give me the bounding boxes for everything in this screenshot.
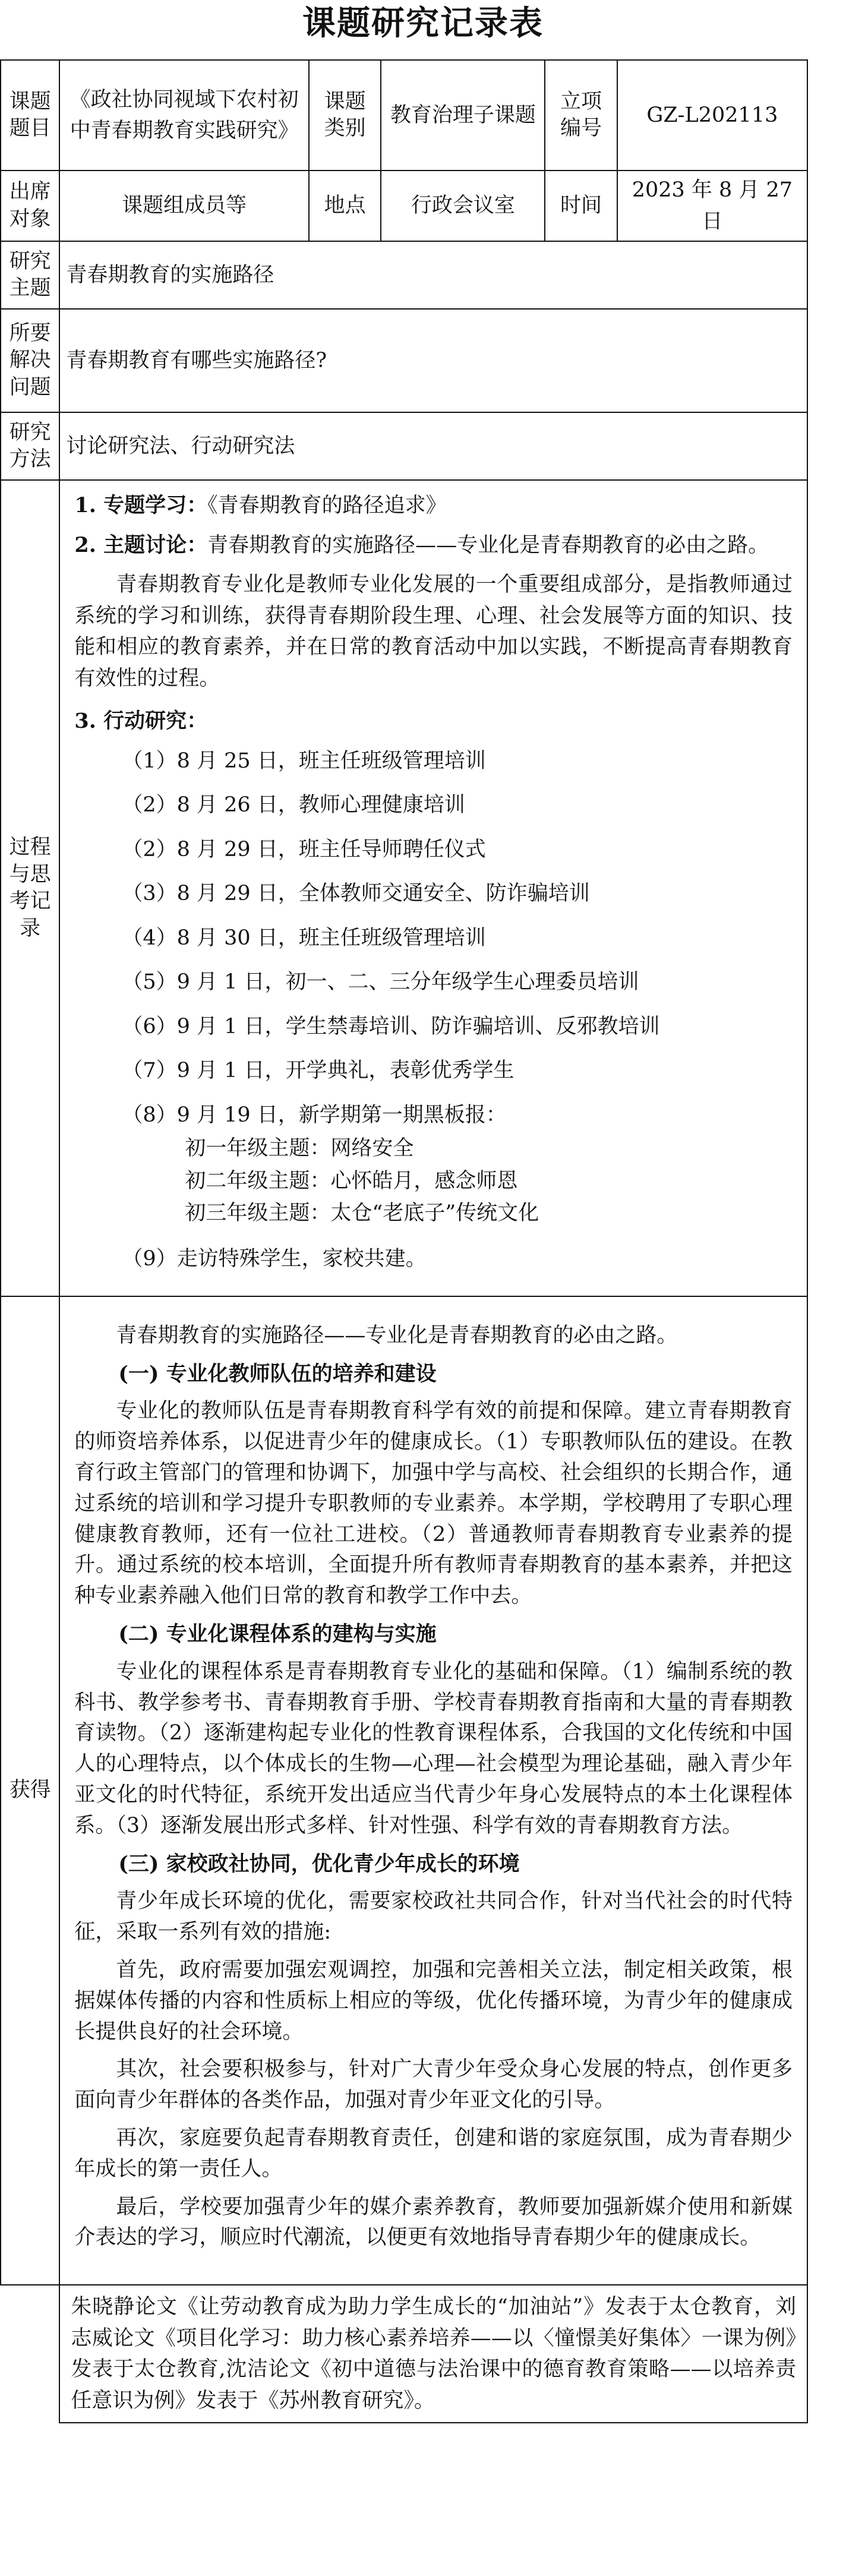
section-heading: (二) 专业化课程体系的建构与实施 (118, 1622, 437, 1647)
action-step: （9）走访特殊学生，家校共建。 (122, 1246, 427, 1271)
section-heading: (一) 专业化教师队伍的培养和建设 (118, 1361, 437, 1386)
gain-cell (59, 1296, 807, 2285)
publications-cell (59, 2285, 807, 2423)
research-topic-label: 研究主题 (1, 241, 59, 309)
time-label: 时间 (545, 171, 617, 241)
table-row (1, 171, 807, 241)
process-record-cell (59, 480, 807, 1296)
table-row (1, 60, 807, 171)
action-step: （2）8 月 26 日，教师心理健康培训 (122, 793, 465, 817)
board-theme: 初三年级主题：太仓“老底子”传统文化 (185, 1201, 539, 1225)
location-label: 地点 (309, 171, 381, 241)
section-heading: (三) 家校政社协同，优化青少年成长的环境 (118, 1851, 520, 1876)
theme-discussion-line (74, 530, 793, 561)
action-step: （7）9 月 1 日，开学典礼，表彰优秀学生 (122, 1059, 514, 1082)
table-row (1, 480, 807, 1296)
table-row (1, 2285, 807, 2423)
action-step: （4）8 月 30 日，班主任班级管理培训 (122, 926, 486, 950)
gain-intro: 青春期教育的实施路径——专业化是青春期教育的必由之路。 (116, 1323, 678, 1347)
method-label: 研究方法 (1, 412, 59, 480)
action-research-title: 3. 行动研究： (74, 709, 208, 733)
attendees-value: 课题组成员等 (59, 171, 309, 241)
problem-value: 青春期教育有哪些实施路径? (59, 309, 807, 412)
attendees-label: 出席对象 (1, 171, 59, 241)
project-number-value: GZ-L202113 (617, 60, 807, 171)
topic-category-value: 教育治理子课题 (381, 60, 545, 171)
action-step: （3）8 月 29 日，全体教师交通安全、防诈骗培训 (122, 882, 590, 905)
table-row (1, 1296, 807, 2285)
topic-title-label: 课题题目 (1, 60, 59, 171)
action-step: （2）8 月 29 日，班主任导师聘任仪式 (122, 837, 486, 861)
section-paragraph: 青少年成长环境的优化，需要家校政社共同合作，针对当代社会的时代特征，采取一系列有效的措施: (74, 1889, 793, 1944)
board-theme: 初二年级主题：心怀皓月，感念师恩 (185, 1169, 518, 1193)
gain-label: 获得 (1, 1296, 59, 2285)
project-number-label: 立项编号 (545, 60, 617, 171)
empty-label-cell (1, 2285, 59, 2423)
action-step: （8）9 月 19 日，新学期第一期黑板报： (122, 1103, 507, 1127)
section-paragraph: 专业化的课程体系是青春期教育专业化的基础和保障。（1）编制系统的教科书、教学参考书、青春期教育手册、学校青春期教育指南和大量的青春期教育读物。（2）逐渐建构起专业化的性教育课程体系，合我国的文化传统和中国人的心理特点，以个体成长的生物—心理—社会模型为理论基础，融入青少年亚文化的时代特征，系统开发出适应当代青少年身心发展特点的本土化课程体系。（3）逐渐发展出形式多样、针对性强、科学有效的青春期教育方法。 (74, 1659, 793, 1838)
section-paragraph: 其次，社会要积极参与，针对广大青少年受众身心发展的特点，创作更多面向青少年群体的各类作品，加强对青少年亚文化的引导。 (74, 2057, 793, 2113)
document-title: 课题研究记录表 (302, 4, 544, 43)
board-theme: 初一年级主题：网络安全 (185, 1137, 414, 1160)
time-value: 2023 年 8 月 27 日 (617, 171, 807, 241)
special-study-line (74, 490, 793, 522)
section-paragraph: 再次，家庭要负起青春期教育责任，创建和谐的家庭氛围，成为青春期少年成长的第一责任人。 (74, 2126, 793, 2181)
table-row (1, 412, 807, 480)
research-record-table (0, 59, 808, 2423)
action-step: （5）9 月 1 日，初一、二、三分年级学生心理委员培训 (122, 970, 639, 994)
special-study-text: 《青春期教育的路径追求》 (207, 494, 447, 517)
action-step: （6）9 月 1 日，学生禁毒培训、防诈骗培训、反邪教培训 (122, 1014, 660, 1038)
table-row (1, 309, 807, 412)
problem-label: 所要解决问题 (1, 309, 59, 412)
topic-category-label: 课题类别 (309, 60, 381, 171)
section-paragraph: 首先，政府需要加强宏观调控，加强和完善相关立法，制定相关政策，根据媒体传播的内容和性质标上相应的等级，优化传播环境，为青少年的健康成长提供良好的社会环境。 (74, 1958, 793, 2044)
method-value: 讨论研究法、行动研究法 (59, 412, 807, 480)
special-study-title: 1. 专题学习： (74, 493, 208, 517)
section-paragraph: 专业化的教师队伍是青春期教育科学有效的前提和保障。建立青春期教育的师资培养体系，以促进青少年的健康成长。（1）专职教师队伍的建设。在教育行政主管部门的管理和协调下，加强中学与高校、社会组织的长期合作，通过系统的培训和学习提升专职教师的专业素养。本学期，学校聘用了专职心理健康教育教师，还有一位社工进校。（2）普通教师青春期教育专业素养的提升。通过系统的校本培训，全面提升所有教师青春期教育的基本素养，并把这种专业素养融入他们日常的教育和教学工作中去。 (74, 1399, 793, 1608)
research-topic-value: 青春期教育的实施路径 (59, 241, 807, 309)
action-step: （1）8 月 25 日，班主任班级管理培训 (122, 749, 486, 773)
section-paragraph: 最后，学校要加强青少年的媒介素养教育，教师要加强新媒介使用和新媒介表达的学习，顺应时代潮流，以便更有效地指导青春期少年的健康成长。 (74, 2195, 793, 2250)
theme-discussion-title: 2. 主题讨论： (74, 532, 208, 557)
table-row (1, 241, 807, 309)
process-label: 过程与思考记录 (1, 480, 59, 1296)
location-value: 行政会议室 (381, 171, 545, 241)
discussion-paragraph: 青春期教育专业化是教师专业化发展的一个重要组成部分，是指教师通过系统的学习和训练，获得青春期阶段生理、心理、社会发展等方面的知识、技能和相应的教育素养，并在日常的教育活动中加以实践，不断提高青春期教育有效性的过程。 (74, 573, 793, 690)
topic-title-value: 《政社协同视域下农村初中青春期教育实践研究》 (59, 60, 309, 171)
publications-text: 朱晓静论文《让劳动教育成为助力学生成长的“加油站”》发表于太仓教育，刘志威论文《项目化学习：助力核心素养培养——以〈憧憬美好集体〉一课为例》发表于太仓教育,沈洁论文《初中道德与法治课中的德育教育策略——以培养责任意识为例》发表于《苏州教育研究》。 (71, 2295, 796, 2413)
theme-discussion-text: 青春期教育的实施路径——专业化是青春期教育的必由之路。 (207, 533, 769, 557)
